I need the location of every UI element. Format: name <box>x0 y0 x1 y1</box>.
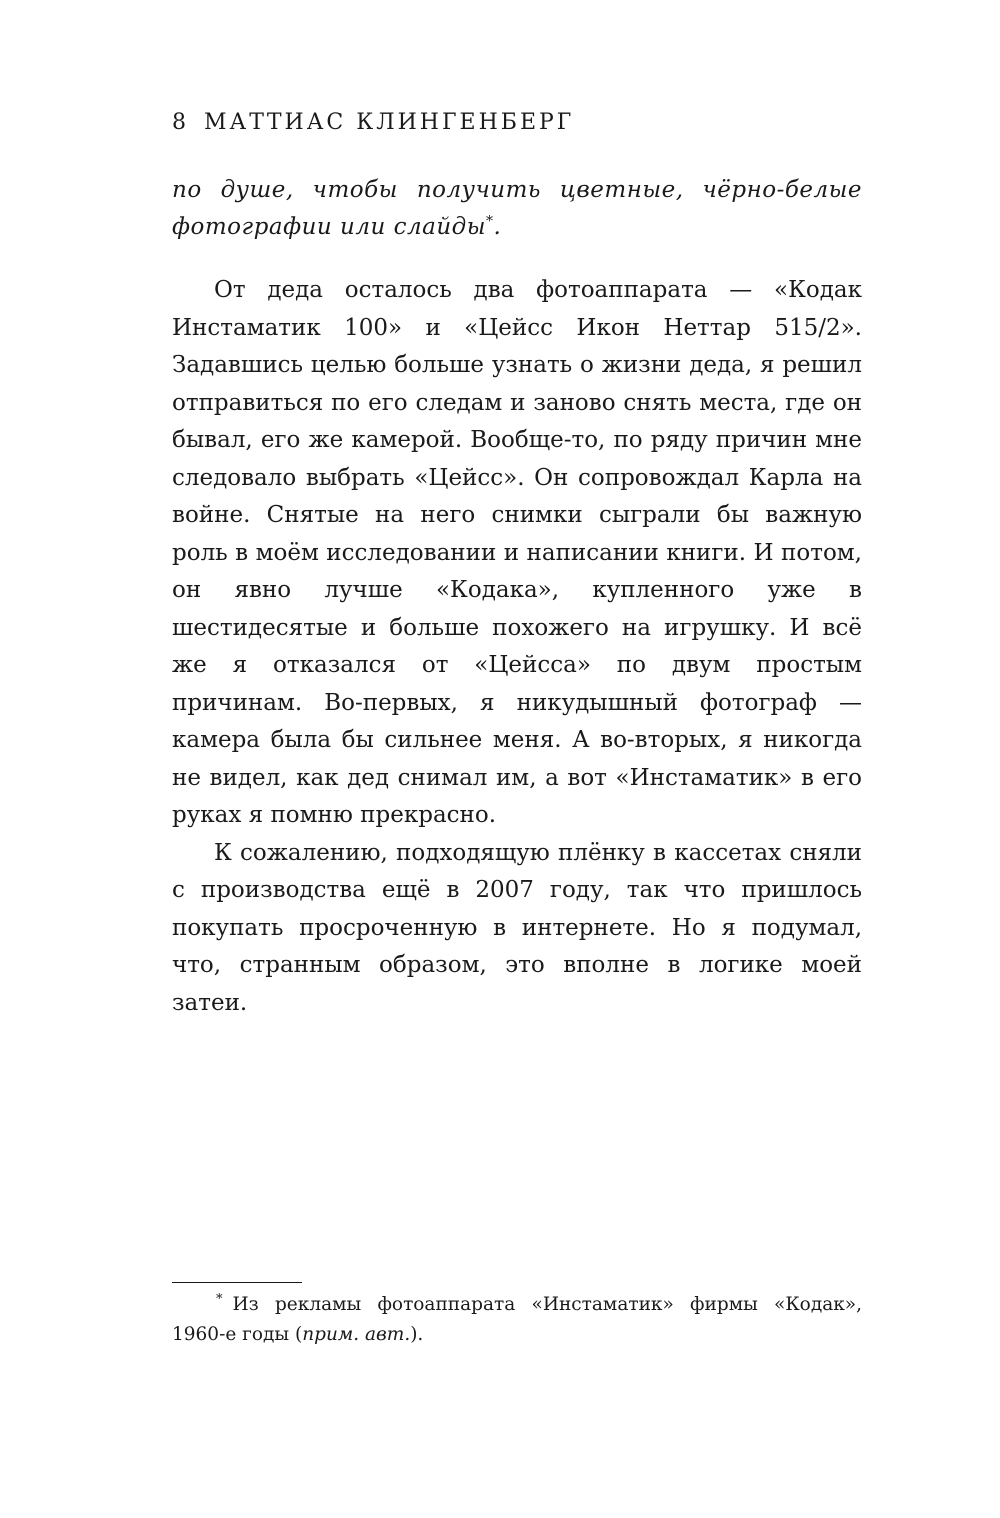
running-head-author: МАТТИАС КЛИНГЕНБЕРГ <box>204 110 575 135</box>
page-number: 8 <box>172 110 186 135</box>
footnote-text-end: ). <box>410 1324 424 1345</box>
footnote-note-italic: прим. авт. <box>302 1324 411 1345</box>
footnote-reference-mark: * <box>485 213 494 230</box>
footnote-separator <box>172 1282 302 1283</box>
footnote-text: Из рекламы фотоаппарата «Инстаматик» фирмы «Кодак», 1960-е годы ( <box>172 1294 862 1345</box>
epigraph-text: по душе, чтобы получить цветные, чёрно-белые фотографии или слайды <box>172 177 862 240</box>
paragraph: К сожалению, подходящую плёнку в кассетах сняли с производства ещё в 2007 году, так что пришлось покупать просроченную в интернете. Но я подумал, что, странным образом, это вполне в логике моей затеи. <box>172 839 862 1016</box>
running-head <box>172 110 574 135</box>
footnote: * Из рекламы фотоаппарата «Инстаматик» фирмы «Кодак», 1960-е годы (прим. авт.). <box>172 1291 862 1345</box>
epigraph-continuation <box>172 172 862 246</box>
epigraph-end-punctuation: . <box>493 214 502 240</box>
body-text <box>172 272 862 1022</box>
paragraph: От деда осталось два фотоаппарата — «Кодак Инстаматик 100» и «Цейсс Икон Неттар 515/2». Задавшись целью больше узнать о жизни деда, я решил отправиться по его следам и заново снять места, где он бывал, его же камерой. Вообще-то, по ряду причин мне следовало выбрать «Цейсс». Он сопровождал Карла на войне. Снятые на него снимки сыграли бы важную роль в моём исследовании и написании книги. И потом, он явно лучше «Кодака», купленного уже в шестидесятые и больше похожего на игрушку. И всё же я отказался от «Цейсса» по двум простым причинам. Во-первых, я никудышный фотограф — камера была бы сильнее меня. А во-вторых, я никогда не видел, как дед снимал им, а вот «Инстаматик» в его руках я помню прекрасно. <box>172 277 862 828</box>
